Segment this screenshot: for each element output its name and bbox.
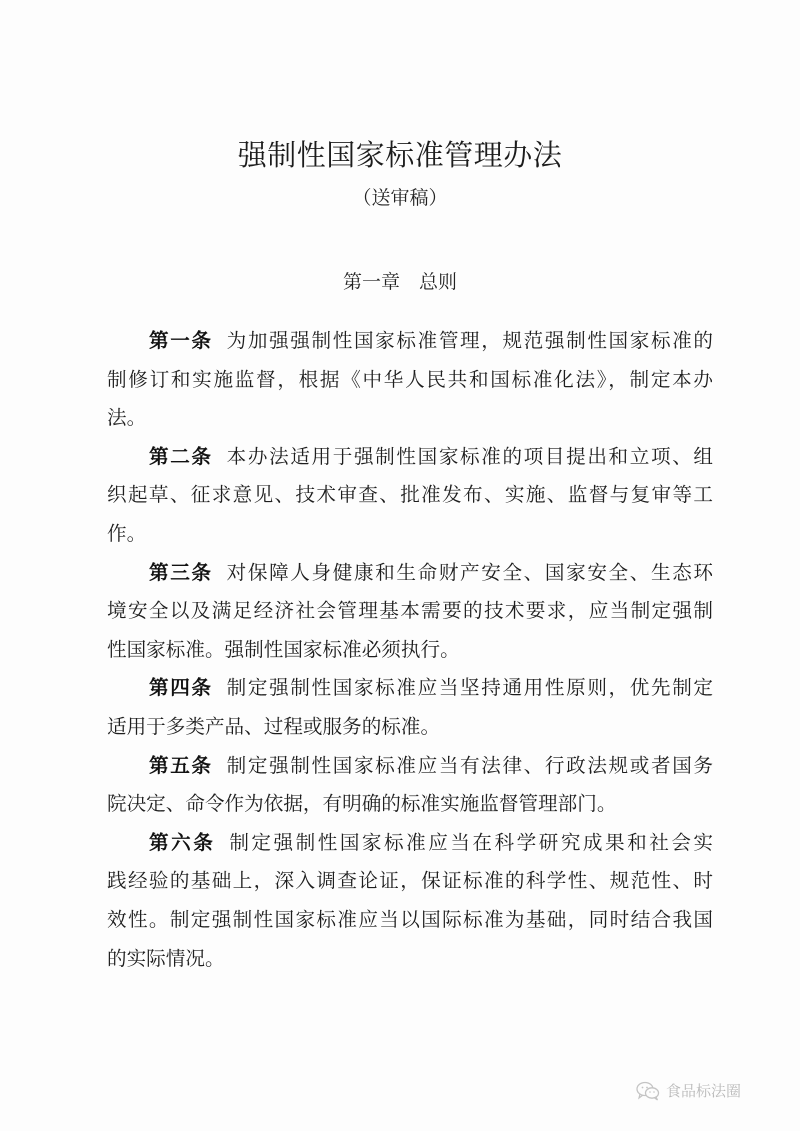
article-line <box>107 747 713 786</box>
article-line: 效性。制定强制性国家标准应当以国际标准为基础，同时结合我国 <box>107 907 713 931</box>
article-text: 制定强制性国家标准应当在科学研究成果和社会实 <box>229 830 714 854</box>
article-line <box>107 824 713 863</box>
article-label: 第三条 <box>149 560 213 584</box>
article-line: 性国家标准。强制性国家标准必须执行。 <box>107 637 460 661</box>
article-text: 对保障人身健康和生命财产安全、国家安全、生态环 <box>226 560 714 584</box>
article-text: 制定强制性国家标准应当有法律、行政法规或者国务 <box>226 753 714 777</box>
article-line <box>107 438 713 477</box>
document-title: 强制性国家标准管理办法 <box>237 138 563 172</box>
article-line: 法。 <box>107 406 147 430</box>
chapter-heading: 第一章 总则 <box>342 271 457 293</box>
article-text: 制定强制性国家标准应当坚持通用性原则，优先制定 <box>226 676 714 700</box>
article-text: 为加强强制性国家标准管理，规范强制性国家标准的 <box>226 329 714 352</box>
article-line <box>107 554 713 593</box>
article-line: 践经验的基础上，深入调查论证，保证标准的科学性、规范性、时 <box>107 869 713 893</box>
article-text: 本办法适用于强制性国家标准的项目提出和立项、组 <box>226 444 714 468</box>
article-label: 第一条 <box>149 329 213 352</box>
article-line: 适用于多类产品、过程或服务的标准。 <box>107 714 441 738</box>
article-line: 作。 <box>107 521 147 545</box>
article-line: 的实际情况。 <box>107 946 225 970</box>
wechat-icon <box>636 1081 660 1101</box>
article-line <box>107 322 713 361</box>
article-line: 制修订和实施监督，根据《中华人民共和国标准化法》，制定本办 <box>107 367 713 391</box>
article-line: 境安全以及满足经济社会管理基本需要的技术要求，应当制定强制 <box>107 599 713 623</box>
article-label: 第六条 <box>149 830 216 854</box>
article-label: 第四条 <box>149 676 213 700</box>
article-line: 院决定、命令作为依据，有明确的标准实施监督管理部门。 <box>107 792 617 816</box>
article-line: 织起草、征求意见、技术审查、批准发布、实施、监督与复审等工 <box>107 483 713 507</box>
document-body <box>107 322 713 978</box>
watermark <box>636 1080 741 1101</box>
article-line <box>107 669 713 708</box>
article-label: 第二条 <box>149 444 213 468</box>
watermark-text: 食品标法圈 <box>666 1082 742 1100</box>
article-label: 第五条 <box>149 753 213 777</box>
document-subtitle: （送审稿） <box>352 187 448 209</box>
